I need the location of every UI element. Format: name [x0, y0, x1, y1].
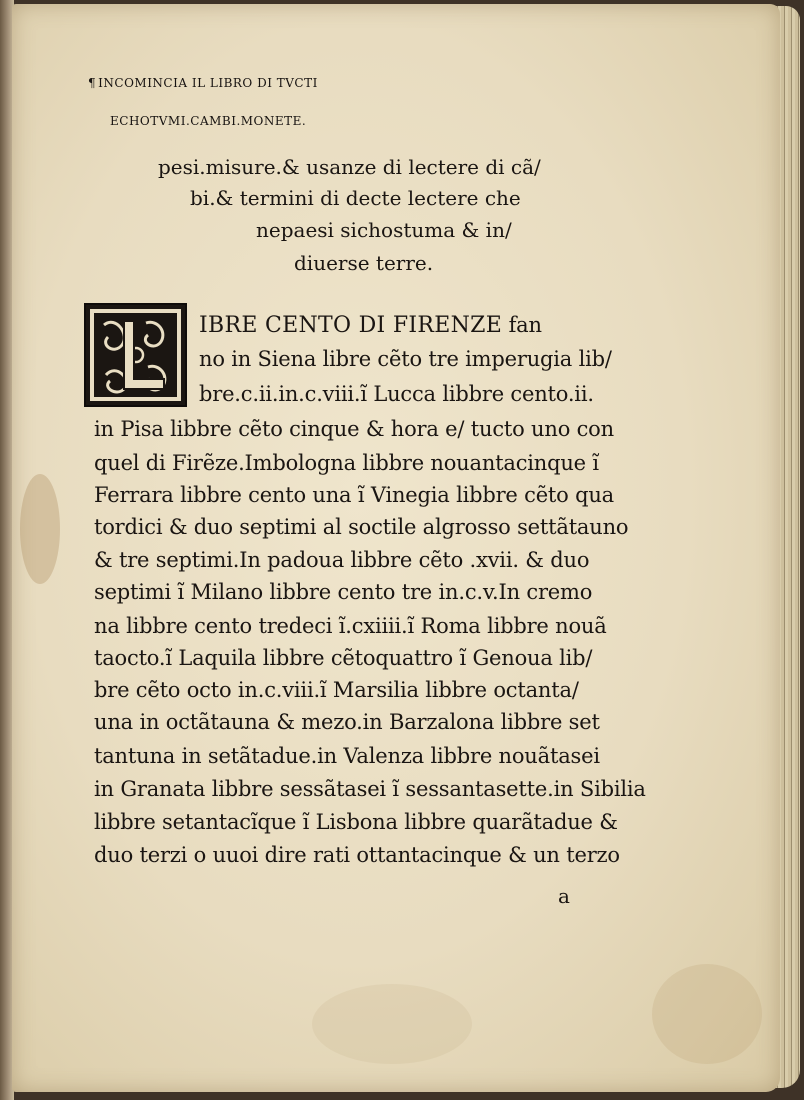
- heading-line-3: pesi.misure.& usanze di lectere di cã/: [158, 155, 541, 179]
- body-line-10: na libbre cento tredeci ĩ.cxiiii.ĩ Roma libbre nouã: [94, 614, 607, 638]
- body-line-8: & tre septimi.In padoua libbre cẽto .xvii. & duo: [94, 548, 590, 572]
- body-line-13: una in octãtauna & mezo.in Barzalona libbre set: [94, 710, 600, 734]
- body-line-11: taocto.ĩ Laquila libbre cẽtoquattro ĩ Genoua lib/: [94, 646, 593, 670]
- signature-mark: a: [558, 884, 570, 908]
- body-line-17: duo terzi o uuoi dire rati ottantacinque & un terzo: [94, 843, 620, 867]
- foxing-stain: [652, 964, 762, 1064]
- body-line-2: no in Siena libre cẽto tre imperugia lib/: [199, 347, 612, 371]
- body-line-9: septimi ĩ Milano libbre cento tre in.c.v.In cremo: [94, 580, 593, 604]
- foxing-stain: [312, 984, 472, 1064]
- body-line-3: bre.c.ii.in.c.viii.ĩ Lucca libbre cento.ii.: [199, 382, 594, 406]
- body-line-1: IBRE CENTO DI FIRENZE fan: [199, 313, 542, 338]
- foxing-stain: [20, 474, 60, 584]
- heading-line-4: bi.& termini di decte lectere che: [190, 186, 521, 210]
- body-line-15: in Granata libbre sessãtasei ĩ sessantasette.in Sibilia: [94, 777, 646, 801]
- heading-line-6: diuerse terre.: [294, 251, 434, 275]
- body-line-12: bre cẽto octo in.c.viii.ĩ Marsilia libbre octanta/: [94, 678, 579, 702]
- body-line-6: Ferrara libbre cento una ĩ Vinegia libbre cẽto qua: [94, 483, 614, 507]
- heading-line-1: ¶ INCOMINCIA IL LIBRO DI TVCTI: [88, 76, 318, 90]
- body-line-4: in Pisa libbre cẽto cinque & hora e/ tucto uno con: [94, 417, 614, 441]
- body-line-16: libbre setantacĩque ĩ Lisbona libbre quarãtadue &: [94, 810, 618, 834]
- paragraph-mark: ¶: [88, 76, 97, 90]
- initial-letter: L: [86, 305, 87, 306]
- body-line-7: tordici & duo septimi al soctile algrosso settãtauno: [94, 515, 629, 539]
- heading-line-2: ECHOTVMI.CAMBI.MONETE.: [110, 114, 307, 128]
- decorated-initial-l-icon: [84, 303, 187, 407]
- body-line-14: tantuna in setãtadue.in Valenza libbre nouãtasei: [94, 744, 600, 768]
- body-line-5: quel di Firẽze.Imbologna libbre nouantacinque ĩ: [94, 451, 599, 475]
- heading-line-5: nepaesi sichostuma & in/: [256, 218, 512, 242]
